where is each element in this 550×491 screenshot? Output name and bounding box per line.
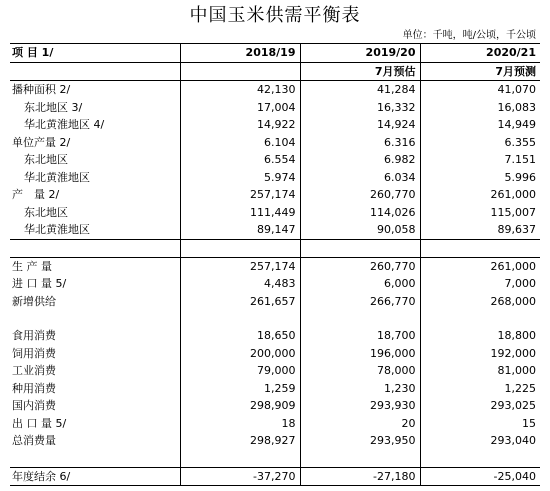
row-label: 东北地区 — [24, 205, 68, 219]
cell-2018-19: 5.974 — [180, 169, 300, 187]
subheader-forecast: 7月预测 — [420, 62, 540, 81]
table-row — [10, 257, 540, 275]
row-label: 饲用消费 — [12, 346, 56, 360]
row-label: 播种面积 2/ — [12, 83, 71, 97]
cell-2019-20: -27,180 — [300, 467, 420, 486]
table-row — [10, 380, 540, 398]
row-label: 生 产 量 — [12, 259, 52, 273]
table-row — [10, 275, 540, 293]
table-row — [10, 204, 540, 222]
table-row — [10, 81, 540, 99]
row-label: 食用消费 — [12, 329, 56, 343]
blank-row — [10, 450, 540, 468]
table-row — [10, 134, 540, 152]
cell-2018-19: 298,909 — [180, 397, 300, 415]
cell-2020-21: 7,000 — [420, 275, 540, 293]
row-label: 单位产量 2/ — [12, 135, 71, 149]
table-row — [10, 345, 540, 363]
table-row — [10, 116, 540, 134]
row-label: 出 口 量 5/ — [12, 416, 67, 430]
cell-2020-21: 89,637 — [420, 221, 540, 239]
cell-2019-20: 114,026 — [300, 204, 420, 222]
balance-table — [10, 43, 540, 486]
cell-2018-19: -37,270 — [180, 467, 300, 486]
cell-2020-21: 115,007 — [420, 204, 540, 222]
cell-2019-20: 6,000 — [300, 275, 420, 293]
cell-2018-19: 257,174 — [180, 186, 300, 204]
cell-2019-20: 16,332 — [300, 99, 420, 117]
row-label: 新增供给 — [12, 294, 56, 308]
cell-2019-20: 90,058 — [300, 221, 420, 239]
table-row — [10, 467, 540, 486]
cell-2019-20: 266,770 — [300, 293, 420, 311]
cell-2018-19: 4,483 — [180, 275, 300, 293]
row-label: 工业消费 — [12, 364, 56, 378]
header-year-2018-19: 2018/19 — [180, 44, 300, 63]
cell-2018-19: 298,927 — [180, 432, 300, 450]
unit-note: 单位：千吨，吨/公顷，千公顷 — [402, 30, 536, 41]
cell-2018-19: 17,004 — [180, 99, 300, 117]
cell-2019-20: 196,000 — [300, 345, 420, 363]
cell-2020-21: 14,949 — [420, 116, 540, 134]
cell-2019-20: 78,000 — [300, 362, 420, 380]
header-year-2019-20: 2019/20 — [300, 44, 420, 63]
header-row — [10, 44, 540, 63]
row-label: 进 口 量 5/ — [12, 277, 67, 291]
cell-2019-20: 260,770 — [300, 186, 420, 204]
cell-2019-20: 293,950 — [300, 432, 420, 450]
header-item: 项 目 1/ — [10, 44, 180, 63]
blank-row — [10, 239, 540, 257]
subheader-estimate: 7月预估 — [300, 62, 420, 81]
cell-2019-20: 18,700 — [300, 327, 420, 345]
row-label: 总消费量 — [12, 434, 56, 448]
cell-2020-21: 261,000 — [420, 186, 540, 204]
row-label: 华北黄淮地区 — [24, 170, 90, 184]
row-label: 东北地区 — [24, 153, 68, 167]
cell-2018-19: 18 — [180, 415, 300, 433]
cell-2018-19: 1,259 — [180, 380, 300, 398]
row-label: 华北黄淮地区 — [10, 221, 180, 239]
row-label: 国内消费 — [12, 399, 56, 413]
row-label: 华北黄淮地区 4/ — [24, 118, 105, 132]
cell-2019-20: 1,230 — [300, 380, 420, 398]
cell-2018-19: 18,650 — [180, 327, 300, 345]
cell-2020-21: 15 — [420, 415, 540, 433]
cell-2020-21: 5.996 — [420, 169, 540, 187]
cell-2018-19: 42,130 — [180, 81, 300, 99]
table-row — [10, 169, 540, 187]
cell-2018-19: 261,657 — [180, 293, 300, 311]
subheader-row — [10, 62, 540, 81]
cell-2020-21: 41,070 — [420, 81, 540, 99]
cell-2019-20: 14,924 — [300, 116, 420, 134]
cell-2020-21: 18,800 — [420, 327, 540, 345]
page-title: 中国玉米供需平衡表 — [189, 5, 361, 26]
table-row — [10, 327, 540, 345]
cell-2019-20: 41,284 — [300, 81, 420, 99]
blank-row — [10, 310, 540, 327]
table-row — [10, 362, 540, 380]
cell-2020-21: 268,000 — [420, 293, 540, 311]
row-label: 产 量 2/ — [12, 188, 60, 202]
row-label: 种用消费 — [12, 381, 56, 395]
cell-2019-20: 6.982 — [300, 151, 420, 169]
cell-2019-20: 6.034 — [300, 169, 420, 187]
table-row — [10, 99, 540, 117]
row-label: 东北地区 3/ — [24, 100, 83, 114]
table-row — [10, 151, 540, 169]
cell-2020-21: 1,225 — [420, 380, 540, 398]
table-row — [10, 221, 540, 239]
table-row — [10, 397, 540, 415]
cell-2020-21: 192,000 — [420, 345, 540, 363]
cell-2020-21: -25,040 — [420, 467, 540, 486]
table-row — [10, 186, 540, 204]
cell-2020-21: 81,000 — [420, 362, 540, 380]
table-row — [10, 293, 540, 311]
cell-2020-21: 16,083 — [420, 99, 540, 117]
cell-2020-21: 293,025 — [420, 397, 540, 415]
cell-2019-20: 293,930 — [300, 397, 420, 415]
cell-2018-19: 89,147 — [180, 221, 300, 239]
cell-2018-19: 6.104 — [180, 134, 300, 152]
row-label: 年度结余 6/ — [10, 467, 180, 486]
cell-2018-19: 257,174 — [180, 257, 300, 275]
cell-2018-19: 200,000 — [180, 345, 300, 363]
cell-2018-19: 79,000 — [180, 362, 300, 380]
table-row — [10, 415, 540, 433]
cell-2018-19: 111,449 — [180, 204, 300, 222]
cell-2019-20: 6.316 — [300, 134, 420, 152]
cell-2020-21: 293,040 — [420, 432, 540, 450]
cell-2020-21: 6.355 — [420, 134, 540, 152]
cell-2018-19: 14,922 — [180, 116, 300, 134]
cell-2020-21: 261,000 — [420, 257, 540, 275]
cell-2020-21: 7.151 — [420, 151, 540, 169]
cell-2018-19: 6.554 — [180, 151, 300, 169]
table-row — [10, 432, 540, 450]
cell-2019-20: 20 — [300, 415, 420, 433]
header-year-2020-21: 2020/21 — [420, 44, 540, 63]
cell-2019-20: 260,770 — [300, 257, 420, 275]
